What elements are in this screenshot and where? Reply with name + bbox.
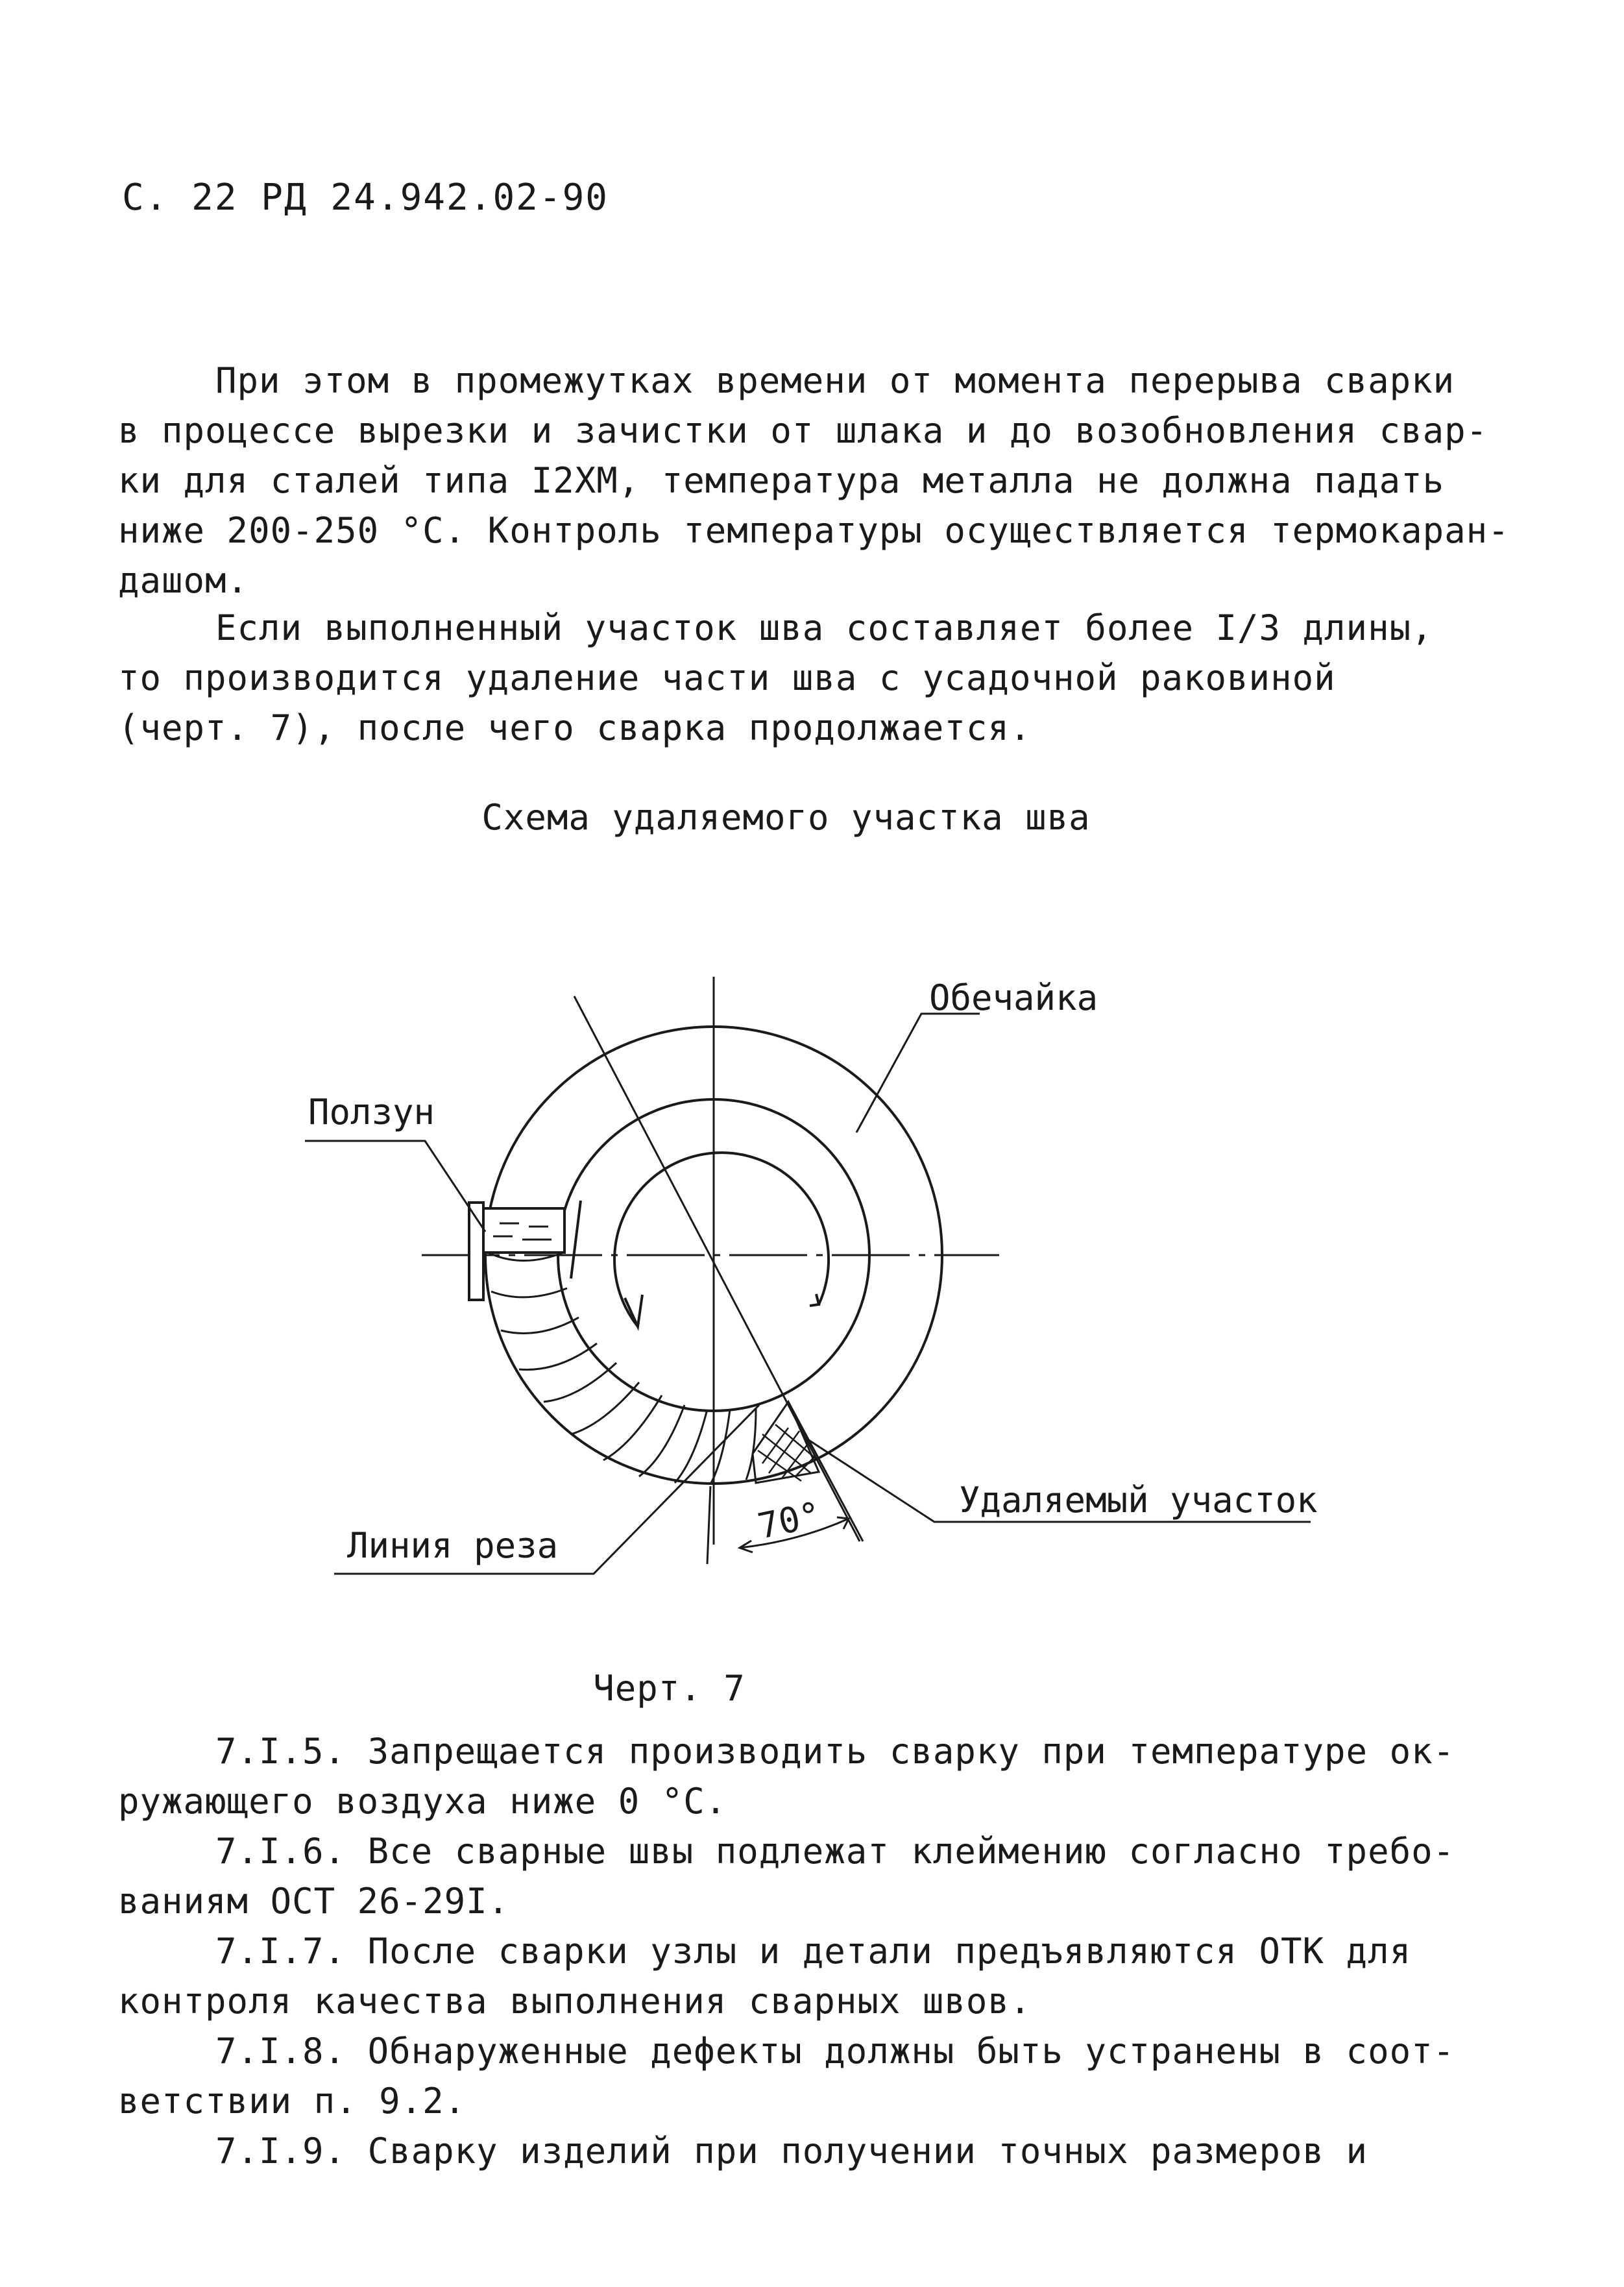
cut-line — [574, 996, 860, 1541]
item-line: контроля качества выполнения сварных швов. — [118, 1981, 1032, 2022]
text-line: ниже 200-250 °С. Контроль температуры осуществляется термокаран- — [118, 510, 1510, 551]
label-removed-section: Удаляемый участок — [959, 1480, 1318, 1521]
item-line: ветствии п. 9.2. — [118, 2081, 467, 2122]
text-line: Если выполненный участок шва составляет более I/3 длины, — [215, 607, 1433, 648]
text-line: то производится удаление части шва с усадочной раковиной — [118, 657, 1336, 698]
text-line: При этом в промежутках времени от момента перерыва сварки — [215, 360, 1455, 401]
item-line: ружающего воздуха ниже 0 °С. — [118, 1781, 727, 1822]
item-line: 7.I.7. После сварки узлы и детали предъявляются ОТК для — [215, 1931, 1412, 1972]
item-line: 7.I.8. Обнаруженные дефекты должны быть устранены в соот- — [215, 2031, 1455, 2072]
text-line: дашом. — [118, 560, 249, 601]
leader-slider — [305, 1141, 485, 1232]
item-line: 7.I.6. Все сварные швы подлежат клеймению согласно требо- — [215, 1831, 1455, 1872]
items-list — [118, 1726, 1455, 2176]
slider-block — [469, 1201, 581, 1300]
label-cut-line: Линия реза — [347, 1525, 559, 1566]
figure-caption: Черт. 7 — [593, 1668, 745, 1709]
weld-seam-arcs — [488, 1220, 756, 1484]
rotation-arrow-head-right — [810, 1294, 819, 1306]
scheme-title: Схема удаляемого участка шва — [481, 797, 1091, 838]
item-line: 7.I.9. Сварку изделий при получении точных размеров и — [215, 2131, 1368, 2171]
label-shell: Обечайка — [929, 977, 1098, 1018]
item-line: 7.I.5. Запрещается производить сварку при температуре ок- — [215, 1731, 1455, 1772]
text-line: ки для сталей типа I2ХМ, температура металла не должна падать — [118, 460, 1445, 501]
text-line: в процессе вырезки и зачистки от шлака и до возобновления свар- — [118, 410, 1488, 451]
page-header: С. 22 РД 24.942.02-90 — [122, 177, 609, 219]
label-slider: Ползун — [308, 1092, 435, 1132]
leader-shell — [856, 1014, 980, 1132]
text-line: (черт. 7), после чего сварка продолжается. — [118, 707, 1032, 748]
angle-line-left — [707, 1486, 710, 1564]
rotation-arrow-arc — [614, 1153, 829, 1327]
label-angle: 70° — [754, 1493, 825, 1547]
item-line: ваниям ОСТ 26-29I. — [118, 1881, 510, 1922]
